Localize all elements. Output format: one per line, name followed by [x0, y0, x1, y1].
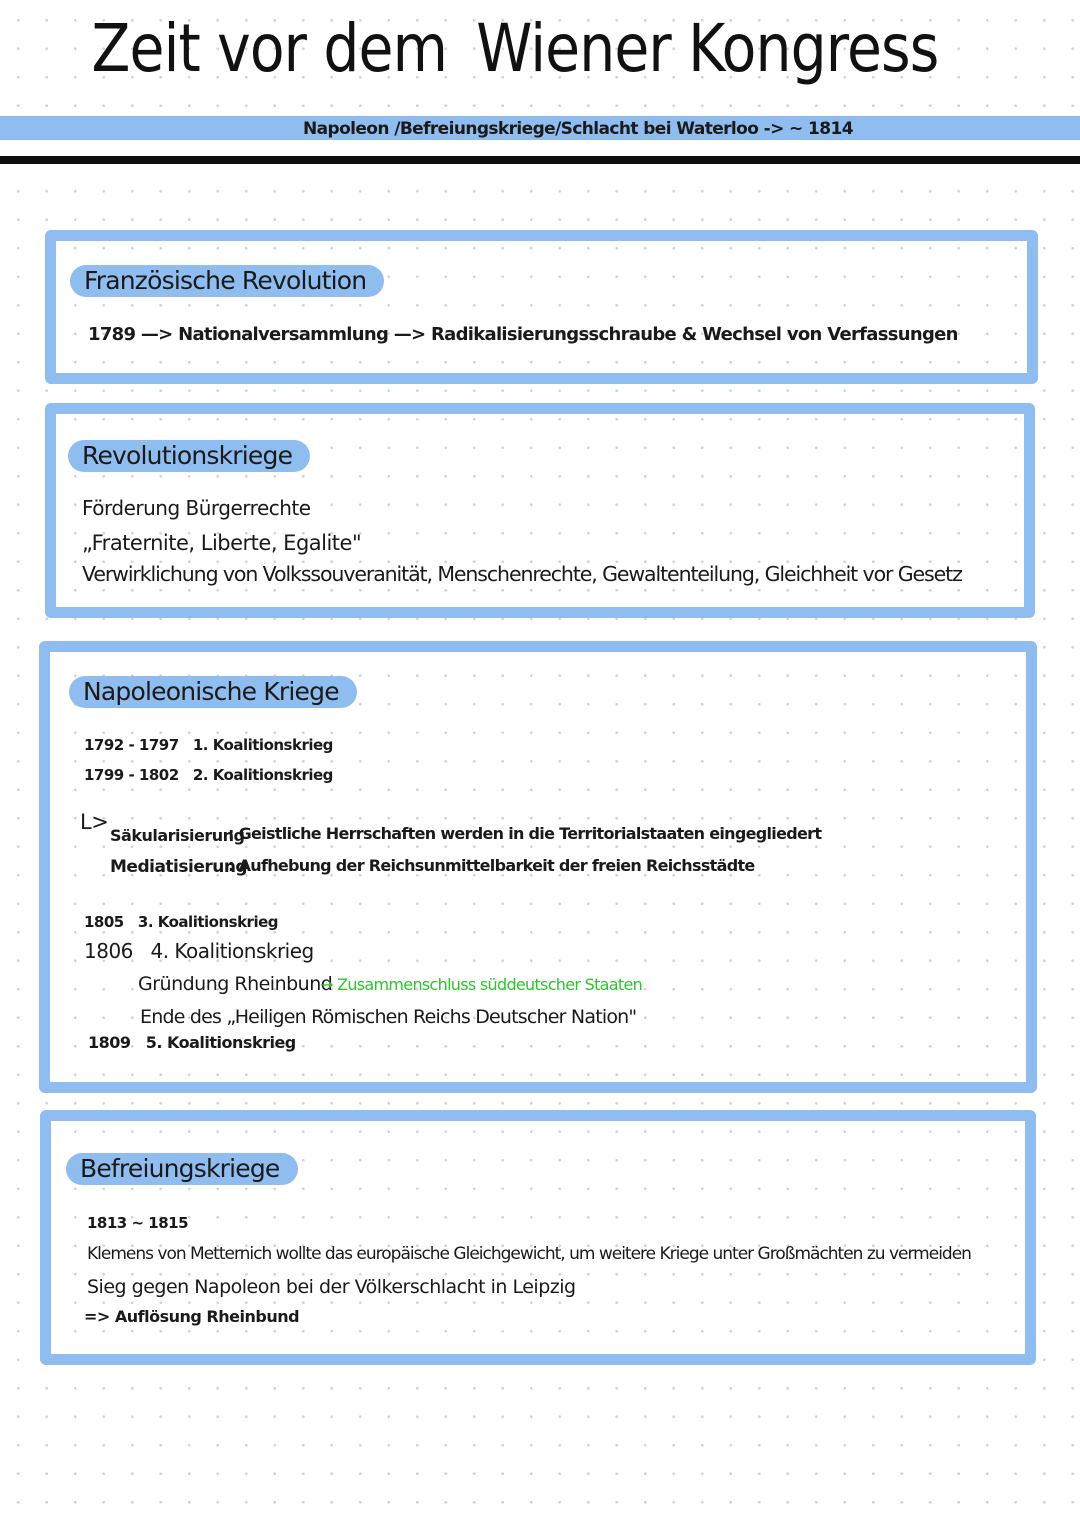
bef-line-2: Sieg gegen Napoleon bei der Völkerschlacht in Leipzig: [87, 1276, 576, 1298]
napo-koalitionskrieg-5: 1809 5. Koalitionskrieg: [88, 1033, 296, 1052]
napo-ende-hrr: Ende des „Heiligen Römischen Reichs Deutscher Nation": [140, 1006, 637, 1028]
rev-line-1: Förderung Bürgerrechte: [82, 496, 311, 520]
header-subtitle: Napoleon /Befreiungskriege/Schlacht bei Waterloo -> ~ 1814: [303, 119, 853, 139]
napo-saekularisierung-term: Säkularisierung: [110, 826, 245, 845]
bef-line-3: => Auflösung Rheinbund: [84, 1307, 300, 1326]
napo-rheinbund-note: → Zusammenschluss süddeutscher Staaten: [320, 975, 643, 994]
napo-koalitionskrieg-1: 1792 - 1797 1. Koalitionskrieg: [84, 736, 333, 754]
header-black-rule: [0, 156, 1080, 164]
bef-line-1: Klemens von Metternich wollte das europäische Gleichgewicht, um weitere Kriege unter Großmächten zu vermeiden: [87, 1244, 971, 1264]
napo-mediatisierung-definition: : Aufhebung der Reichsunmittelbarkeit der freien Reichsstädte: [228, 856, 755, 875]
page-title: [72, 10, 958, 87]
heading-napoleonische-kriege: Napoleonische Kriege: [69, 676, 357, 708]
bef-dates: 1813 ~ 1815: [87, 1214, 189, 1232]
heading-revolutionskriege: Revolutionskriege: [68, 440, 310, 472]
section-franzoesische-revolution: [45, 230, 1038, 384]
heading-franzoesische-revolution: Französische Revolution: [70, 265, 384, 297]
napo-koalitionskrieg-2: 1799 - 1802 2. Koalitionskrieg: [84, 766, 333, 784]
title-part-2: Wiener Kongress: [476, 10, 939, 87]
section-befreiungskriege: [40, 1110, 1036, 1365]
title-part-1: Zeit vor dem: [91, 10, 448, 87]
rev-line-2: „Fraternite, Liberte, Egalite": [82, 531, 362, 555]
napo-saekularisierung-definition: : Geistliche Herrschaften werden in die Territorialstaaten eingegliedert: [228, 824, 822, 843]
napo-mediatisierung-term: Mediatisierung: [110, 857, 248, 877]
napo-koalitionskrieg-4: 1806 4. Koalitionskrieg: [84, 939, 314, 963]
heading-befreiungskriege: Befreiungskriege: [66, 1153, 298, 1185]
rev-line-3: Verwirklichung von Volkssouveranität, Menschenrechte, Gewaltenteilung, Gleichheit vor Gesetz: [82, 562, 962, 586]
napo-koalitionskrieg-3: 1805 3. Koalitionskrieg: [84, 913, 278, 931]
napo-rheinbund: Gründung Rheinbund: [138, 973, 333, 995]
napo-arrow: L>: [80, 810, 109, 834]
franz-line-1: 1789 —> Nationalversammlung —> Radikalisierungsschraube & Wechsel von Verfassungen: [88, 324, 958, 345]
